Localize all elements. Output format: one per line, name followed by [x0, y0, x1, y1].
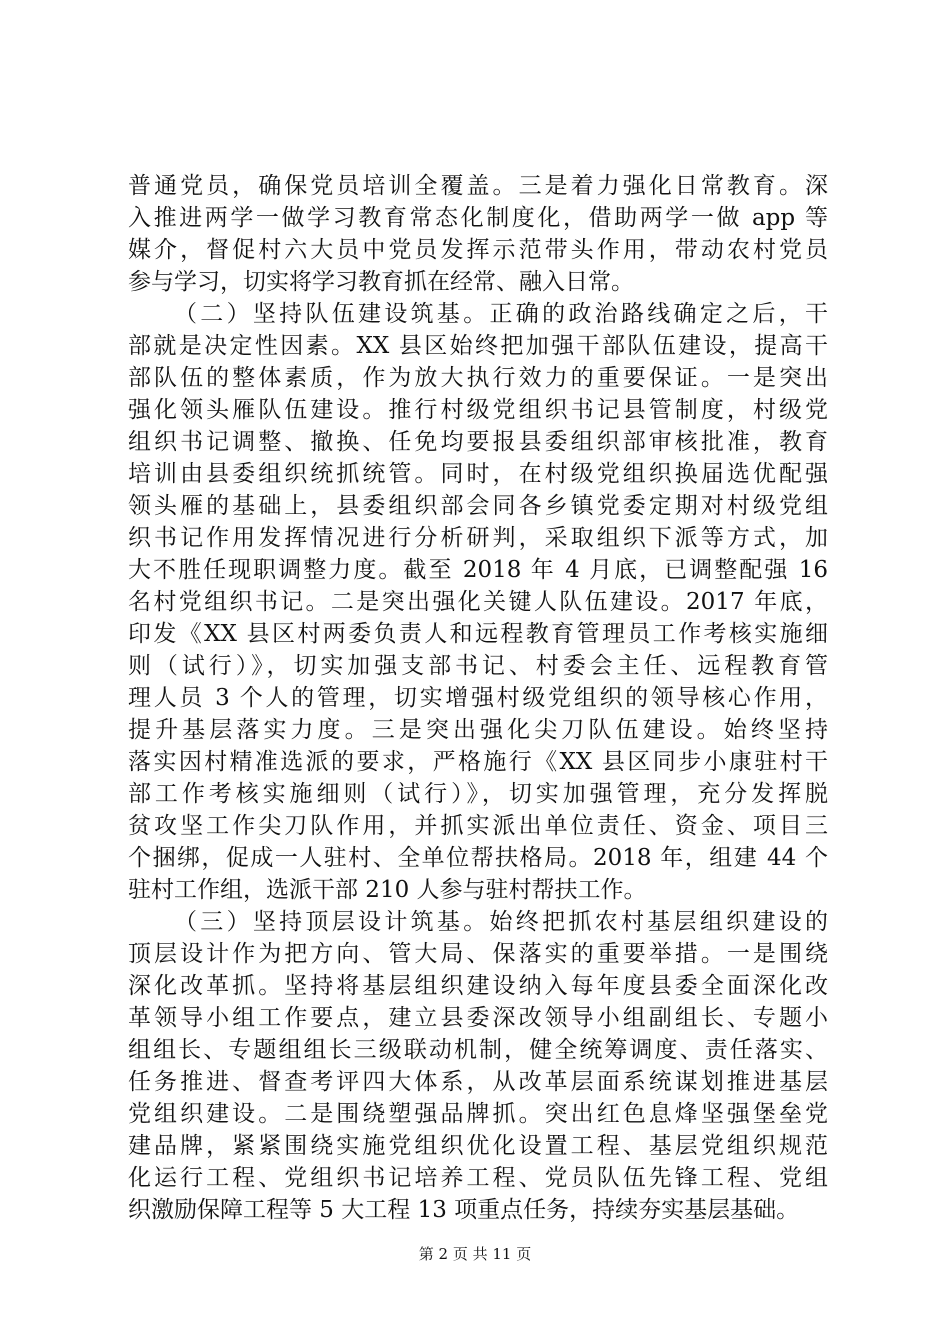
text-line: 织激励保障工程等 5 大工程 13 项重点任务，持续夯实基层基础。	[128, 1197, 800, 1223]
text-line: 顶层设计作为把方向、管大局、保落实的重要举措。一是围绕	[128, 941, 828, 967]
text-line: 理人员 3 个人的管理，切实增强村级党组织的领导核心作用，	[128, 685, 828, 711]
text-line: 领头雁的基础上，县委组织部会同各乡镇党委定期对村级党组	[128, 493, 828, 519]
text-line: 则（试行）》，切实加强支部书记、村委会主任、远程教育管	[128, 653, 828, 679]
text-line: 部队伍的整体素质，作为放大执行效力的重要保证。一是突出	[128, 365, 828, 391]
text-line: 普通党员，确保党员培训全覆盖。三是着力强化日常教育。深	[128, 173, 828, 199]
text-line: 培训由县委组织统抓统管。同时，在村级党组织换届选优配强	[128, 461, 828, 487]
text-line: 强化领头雁队伍建设。推行村级党组织书记县管制度，村级党	[128, 397, 828, 423]
text-line: 落实因村精准选派的要求，严格施行《XX 县区同步小康驻村干	[128, 749, 828, 775]
body-text	[128, 170, 828, 1226]
text-line: 组组长、专题组组长三级联动机制，健全统筹调度、责任落实、	[128, 1037, 828, 1063]
text-line: 驻村工作组，选派干部 210 人参与驻村帮扶工作。	[128, 877, 647, 903]
text-line: 贫攻坚工作尖刀队作用，并抓实派出单位责任、资金、项目三	[128, 813, 828, 839]
text-line: 名村党组织书记。二是突出强化关键人队伍建设。2017 年底，	[128, 589, 828, 615]
text-line: 任务推进、督查考评四大体系，从改革层面系统谋划推进基层	[128, 1069, 828, 1095]
text-line: 组织书记调整、撤换、任免均要报县委组织部审核批准，教育	[128, 429, 828, 455]
paragraph-start-line: （二）坚持队伍建设筑基。正确的政治路线确定之后，干	[174, 301, 828, 327]
text-line: 党组织建设。二是围绕塑强品牌抓。突出红色息烽坚强堡垒党	[128, 1101, 828, 1127]
text-line: 部工作考核实施细则（试行）》，切实加强管理，充分发挥脱	[128, 781, 828, 807]
text-line: 个捆绑，促成一人驻村、全单位帮扶格局。2018 年，组建 44 个	[128, 845, 828, 871]
text-line: 媒介，督促村六大员中党员发挥示范带头作用，带动农村党员	[128, 237, 828, 263]
text-line: 参与学习，切实将学习教育抓在经常、融入日常。	[128, 269, 634, 295]
text-line: 建品牌，紧紧围绕实施党组织优化设置工程、基层党组织规范	[128, 1133, 828, 1159]
text-line: 化运行工程、党组织书记培养工程、党员队伍先锋工程、党组	[128, 1165, 828, 1191]
page-footer: 第 2 页 共 11 页	[418, 1245, 532, 1263]
text-line: 提升基层落实力度。三是突出强化尖刀队伍建设。始终坚持	[128, 717, 828, 743]
text-line: 织书记作用发挥情况进行分析研判，采取组织下派等方式，加	[128, 525, 828, 551]
text-line: 入推进两学一做学习教育常态化制度化，借助两学一做 app 等	[128, 205, 828, 231]
text-line: 深化改革抓。坚持将基层组织建设纳入每年度县委全面深化改	[128, 973, 828, 999]
text-line: 革领导小组工作要点，建立县委深改领导小组副组长、专题小	[128, 1005, 828, 1031]
text-line: 印发《XX 县区村两委负责人和远程教育管理员工作考核实施细	[128, 621, 828, 647]
text-line: 部就是决定性因素。XX 县区始终把加强干部队伍建设，提高干	[128, 333, 828, 359]
paragraph-start-line: （三）坚持顶层设计筑基。始终把抓农村基层组织建设的	[174, 909, 828, 935]
text-line: 大不胜任现职调整力度。截至 2018 年 4 月底，已调整配强 16	[128, 557, 828, 583]
